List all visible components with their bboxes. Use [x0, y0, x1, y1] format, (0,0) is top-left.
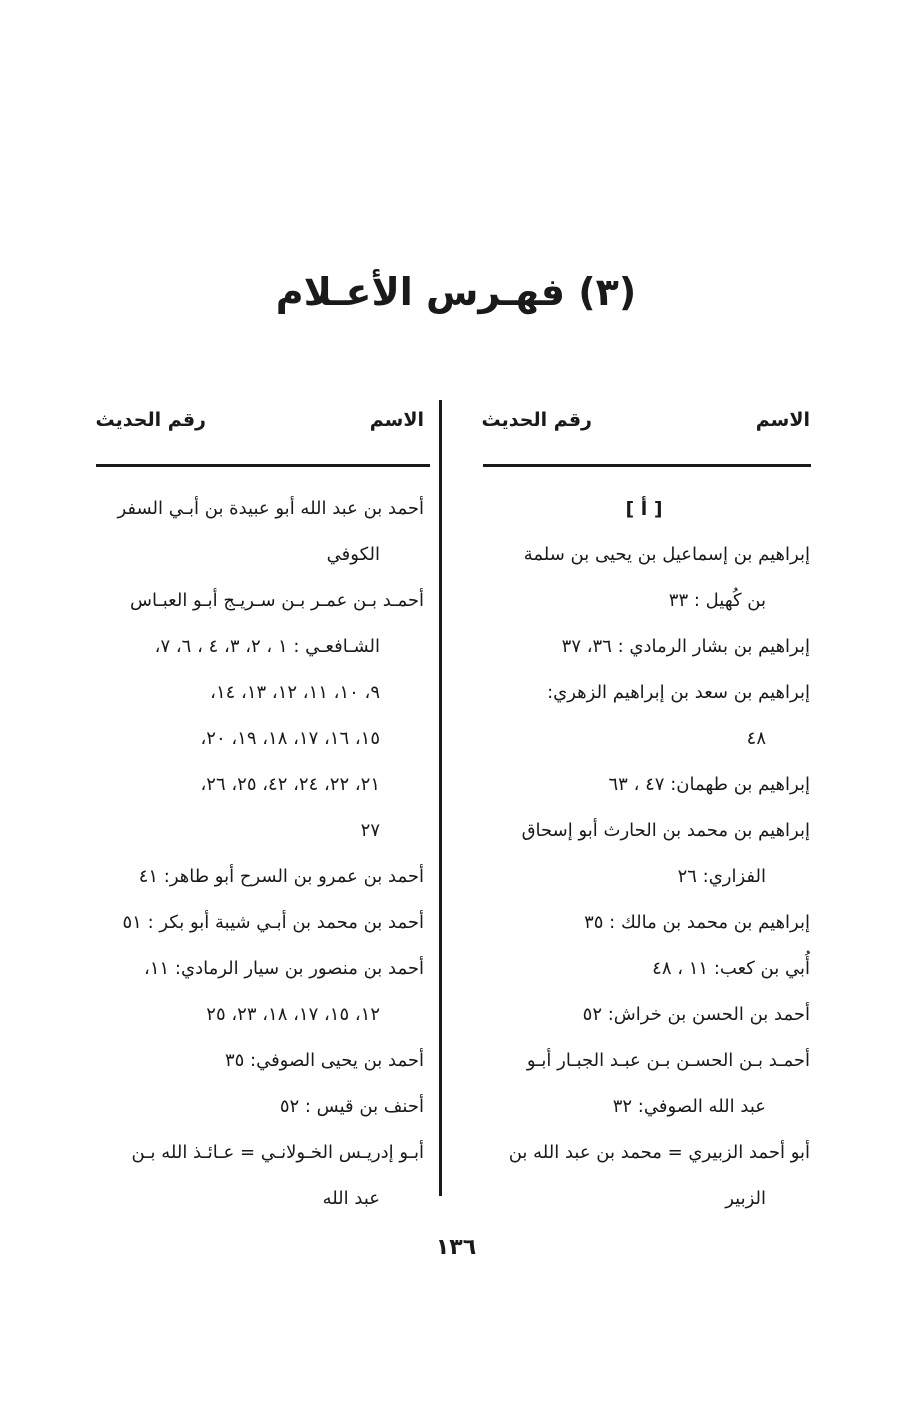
index-entry: [470, 762, 810, 808]
entry-line: أُبي بن كعب: ١١ ، ٤٨: [652, 958, 810, 979]
entry-line: أحمد بن محمد بن أبـي شيبة أبو بكر : ٥١: [122, 912, 424, 933]
header-name-label: الاسم: [755, 409, 810, 431]
column-header-left: [84, 398, 424, 442]
entry-line: إبراهيم بن محمد بن الحارث أبو إسحاق: [521, 820, 810, 841]
entry-line: أبو أحمد الزبيري = محمد بن عبد الله بن: [508, 1142, 810, 1163]
index-entry: [84, 1038, 424, 1084]
entry-line: أحمـد بـن الحسـن بـن عبـد الجبـار أبـو: [526, 1050, 810, 1071]
entry-continuation: عبد الله الصوفي: ٣٢: [612, 1096, 766, 1117]
header-rule-right: [483, 464, 811, 467]
index-entry: [470, 532, 810, 624]
header-name-label: الاسم: [369, 409, 424, 431]
page-title: (٣) فهـرس الأعـلام: [275, 270, 637, 314]
entry-line: إبراهيم بن سعد بن إبراهيم الزهري:: [547, 682, 810, 703]
entry-line: أحمـد بـن عمـر بـن سـريـج أبـو العبـاس: [129, 590, 424, 611]
entry-continuation: ١٥، ١٦، ١٧، ١٨، ١٩، ٢٠،: [200, 728, 380, 749]
entry-line: إبراهيم بن محمد بن مالك : ٣٥: [584, 912, 810, 933]
index-entry: [470, 1038, 810, 1130]
index-entry: [470, 946, 810, 992]
entry-continuation: ٢٧: [360, 820, 380, 841]
index-entry: [470, 1130, 810, 1222]
entry-line: أبـو إدريـس الخـولانـي = عـائـذ الله بـن: [131, 1142, 424, 1163]
index-entry: [84, 1084, 424, 1130]
index-entry: [470, 992, 810, 1038]
entry-continuation: عبد الله: [322, 1188, 380, 1209]
index-entry: [470, 670, 810, 762]
entry-line: أحنف بن قيس : ٥٢: [279, 1096, 424, 1117]
entries-left: [84, 486, 424, 1222]
entry-continuation: ٢١، ٢٢، ٢٤، ٤٢، ٢٥، ٢٦،: [200, 774, 380, 795]
letter-heading: [ أ ]: [625, 498, 663, 520]
entry-line: إبراهيم بن إسماعيل بن يحيى بن سلمة: [523, 544, 810, 565]
entry-continuation: الشـافعـي : ١ ، ٢، ٣، ٤ ، ٦، ٧،: [154, 636, 380, 657]
entry-line: أحمد بن عبد الله أبو عبيدة بن أبـي السفر: [117, 498, 424, 519]
index-column-right: [470, 398, 810, 442]
index-entry: [84, 900, 424, 946]
column-header-right: [470, 398, 810, 442]
index-entry: [84, 854, 424, 900]
header-number-label: رقم الحديث: [481, 409, 592, 431]
header-number-label: رقم الحديث: [95, 409, 206, 431]
entry-continuation: بن كُهيل : ٣٣: [668, 590, 766, 611]
entry-line: أحمد بن الحسن بن خراش: ٥٢: [582, 1004, 810, 1025]
entry-continuation: الزبير: [725, 1188, 766, 1209]
entry-continuation: ١٢، ١٥، ١٧، ١٨، ٢٣، ٢٥: [206, 1004, 380, 1025]
index-entry: [84, 946, 424, 1038]
entry-continuation: ٤٨: [746, 728, 766, 749]
index-entry: [470, 808, 810, 900]
entry-line: أحمد بن عمرو بن السرح أبو طاهر: ٤١: [138, 866, 424, 887]
entry-line: أحمد بن منصور بن سيار الرمادي: ١١،: [144, 958, 424, 979]
header-rule-left: [96, 464, 430, 467]
index-entry: [84, 486, 424, 578]
index-entry: [470, 900, 810, 946]
column-divider: [439, 400, 442, 1196]
entry-line: أحمد بن يحيى الصوفي: ٣٥: [224, 1050, 424, 1071]
entry-line: إبراهيم بن طهمان: ٤٧ ، ٦٣: [608, 774, 810, 795]
entry-continuation: الكوفي: [326, 544, 380, 565]
index-column-left: [84, 398, 424, 442]
index-entry: [84, 578, 424, 854]
entries-right: [470, 486, 810, 1222]
entry-continuation: الفزاري: ٢٦: [677, 866, 766, 887]
page-number: ١٣٦: [435, 1235, 477, 1260]
entry-line: إبراهيم بن بشار الرمادي : ٣٦، ٣٧: [561, 636, 810, 657]
index-entry: [84, 1130, 424, 1222]
index-entry: [470, 624, 810, 670]
entry-continuation: ٩، ١٠، ١١، ١٢، ١٣، ١٤،: [210, 682, 380, 703]
